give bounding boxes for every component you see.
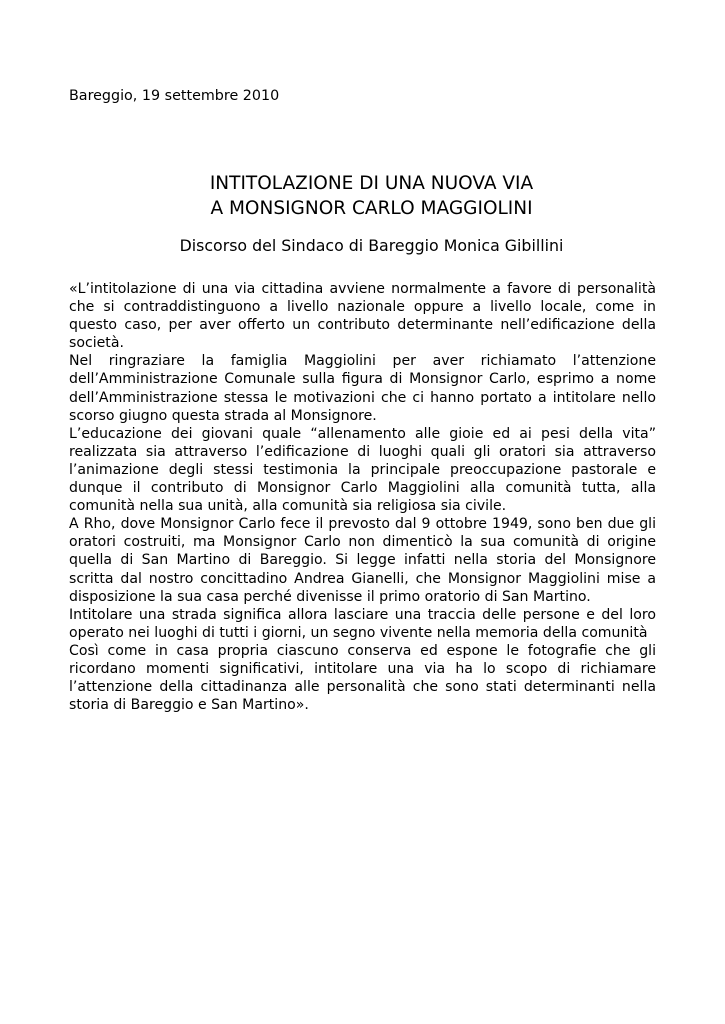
document-subtitle: Discorso del Sindaco di Bareggio Monica Gibillini xyxy=(179,236,564,255)
paragraph-education: L’educazione dei giovani quale “allenamento alle gioie ed ai pesi della vita” realizzata sia attraverso l’edificazione di luoghi quali gli oratori sia attraverso l’animazione degli stessi testimonia la principale preoccupazione pastorale e dunque il contributo di Monsignor Carlo Maggiolini alla comunità tutta, alla comunità nella sua unità, alla comunità sia religiosa sia civile. xyxy=(69,425,656,515)
date-line: Bareggio, 19 settembre 2010 xyxy=(69,88,280,104)
paragraph-thanks: Nel ringraziare la famiglia Maggiolini per aver richiamato l’attenzione dell’Amministrazione Comunale sulla figura di Monsignor Carlo, esprimo a nome dell’Amministrazione stessa le motivazioni che ci hanno portato a intitolare nello scorso giugno questa strada al Monsignore. xyxy=(69,353,656,424)
document-title xyxy=(0,171,725,221)
paragraph-rho: A Rho, dove Monsignor Carlo fece il prevosto dal 9 ottobre 1949, sono ben due gli oratori costruiti, ma Monsignor Carlo non dimenticò la sua comunità di origine quella di San Martino di Bareggio. Si legge infatti nella storia del Monsignore scritta dal nostro concittadino Andrea Gianelli, che Monsignor Maggiolini mise a disposizione la sua casa perché divenisse il primo oratorio di San Martino. xyxy=(69,516,656,605)
paragraph-meaning: Intitolare una strada significa allora lasciare una traccia delle persone e del loro operato nei luoghi di tutti i giorni, un segno vivente nella memoria della comunità xyxy=(69,606,656,641)
title-line-2: A MONSIGNOR CARLO MAGGIOLINI xyxy=(210,198,533,219)
paragraph-conclusion: Così come in casa propria ciascuno conserva ed espone le fotografie che gli ricordano momenti significativi, intitolare una via ha lo scopo di richiamare l’attenzione della cittadinanza alle personalità che sono stati determinanti nella storia di Bareggio e San Martino». xyxy=(69,642,656,714)
speech-body xyxy=(69,280,656,714)
paragraph-intro: «L’intitolazione di una via cittadina avviene normalmente a favore di personalità che si contraddistinguono a livello nazionale oppure a livello locale, come in questo caso, per aver offerto un contributo determinante nell’edificazione della società. xyxy=(69,281,656,352)
title-line-1: INTITOLAZIONE DI UNA NUOVA VIA xyxy=(209,173,534,194)
